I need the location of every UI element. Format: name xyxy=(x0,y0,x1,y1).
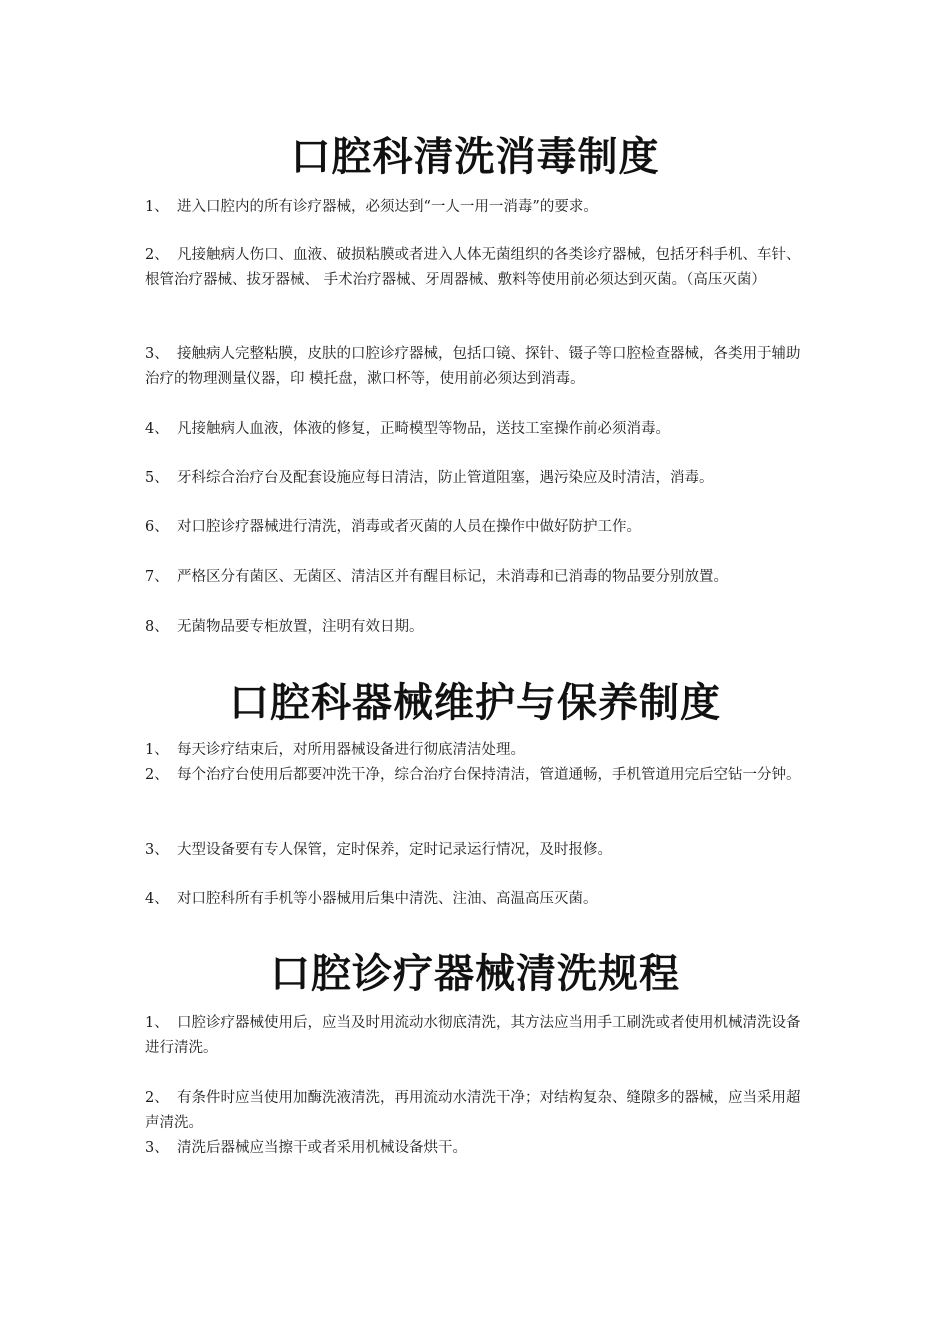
list-item: 2、 每个治疗台使用后都要冲洗干净，综合治疗台保持清洁，管道通畅，手机管道用完后空钻一分钟。 xyxy=(145,767,801,783)
list-item: 3、 大型设备要有专人保管，定时保养，定时记录运行情况，及时报修。 xyxy=(145,842,612,858)
list-item: 4、 对口腔科所有手机等小器械用后集中清洗、注油、高温高压灭菌。 xyxy=(145,891,598,907)
list-item: 4、 凡接触病人血液，体液的修复，正畸模型等物品，送技工室操作前必须消毒。 xyxy=(145,421,670,437)
list-item: 5、 牙科综合治疗台及配套设施应每日清洁，防止管道阻塞，遇污染应及时清洁，消毒。 xyxy=(145,470,714,486)
section-title-cleaning-disinfection: 口腔科清洗消毒制度 xyxy=(290,134,660,180)
list-item: 8、 无菌物品要专柜放置，注明有效日期。 xyxy=(145,619,424,635)
list-item: 1、 每天诊疗结束后，对所用器械设备进行彻底清洁处理。 xyxy=(145,742,525,758)
list-item: 3、 接触病人完整粘膜，皮肤的口腔诊疗器械，包括口镜、探针、镊子等口腔检查器械，各类用于辅助治疗的物理测量仪器，印 模托盘，漱口杯等，使用前必须达到消毒。 xyxy=(145,346,801,387)
list-item: 3、 清洗后器械应当擦干或者采用机械设备烘干。 xyxy=(145,1140,467,1156)
list-item: 2、 有条件时应当使用加酶洗液清洗，再用流动水清洗干净；对结构复杂、缝隙多的器械，应当采用超声清洗。 xyxy=(145,1090,801,1131)
list-item: 7、 严格区分有菌区、无菌区、清洁区并有醒目标记，未消毒和已消毒的物品要分别放置。 xyxy=(145,569,728,585)
list-item: 1、 口腔诊疗器械使用后，应当及时用流动水彻底清洗，其方法应当用手工刷洗或者使用机械清洗设备进行清洗。 xyxy=(145,1015,801,1056)
list-item: 1、 进入口腔内的所有诊疗器械，必须达到“一人一用一消毒”的要求。 xyxy=(145,199,598,215)
list-item: 6、 对口腔诊疗器械进行清洗，消毒或者灭菌的人员在操作中做好防护工作。 xyxy=(145,519,641,535)
section-title-maintenance: 口腔科器械维护与保养制度 xyxy=(229,680,721,726)
section-title-cleaning-procedure: 口腔诊疗器械清洗规程 xyxy=(270,951,680,997)
list-item: 2、 凡接触病人伤口、血液、破损粘膜或者进入人体无菌组织的各类诊疗器械，包括牙科手机、车针、根管治疗器械、拔牙器械、 手术治疗器械、牙周器械、敷料等使用前必须达到灭菌。（高压灭菌） xyxy=(145,247,801,288)
